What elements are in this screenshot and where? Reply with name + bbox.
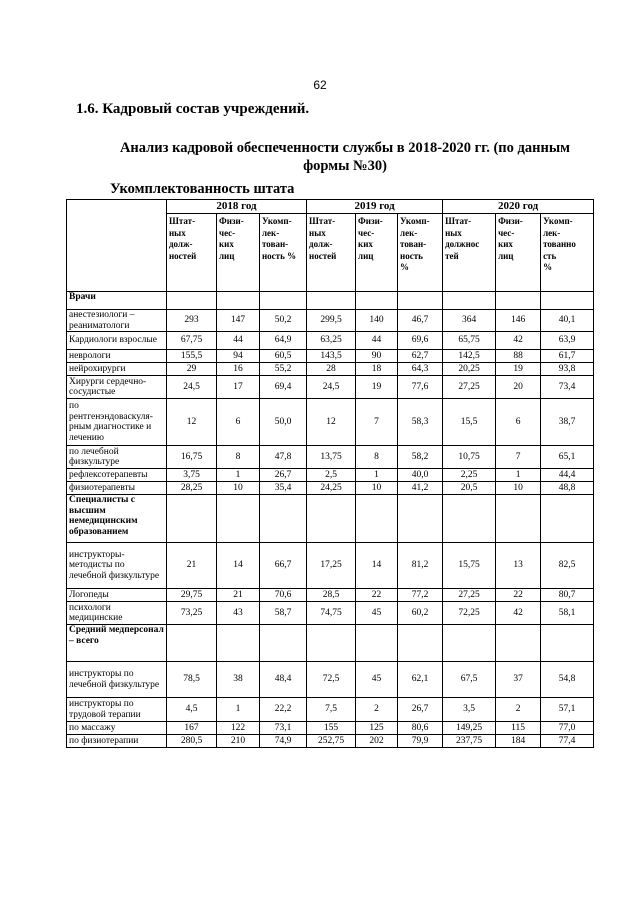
column-subheader: Штат- ных долж- ностей [307,214,356,292]
table-cell: 125 [356,722,398,735]
table-cell [217,495,260,543]
column-subheader: Укомп- лек- тован- ность % [398,214,443,292]
table-cell: 67,5 [443,662,496,698]
table-cell [307,625,356,662]
table-cell: 202 [356,735,398,748]
section-title: 1.6. Кадровый состав учреждений. [76,101,310,117]
row-label: инструкторы по трудовой терапии [67,698,167,722]
table-cell [307,292,356,310]
table-cell: 252,75 [307,735,356,748]
table-cell: 62,1 [398,662,443,698]
table-cell [443,495,496,543]
table-cell: 69,4 [260,376,307,399]
staffing-table [66,199,594,748]
table-cell: 70,6 [260,589,307,602]
table-cell: 45 [356,602,398,625]
table-cell: 10 [356,482,398,495]
table-body [67,292,594,748]
year-header: 2020 год [443,200,594,214]
table-row [67,332,594,350]
table-cell: 63,9 [541,332,594,350]
table-cell: 62,7 [398,350,443,363]
year-header: 2018 год [167,200,307,214]
table-cell: 15,5 [443,399,496,446]
table-cell [443,625,496,662]
row-label: неврологи [67,350,167,363]
table-cell: 38,7 [541,399,594,446]
table-cell: 50,0 [260,399,307,446]
table-cell: 155 [307,722,356,735]
table-cell: 12 [167,399,217,446]
table-cell: 88 [496,350,541,363]
table-cell: 40,1 [541,310,594,332]
table-cell: 12 [307,399,356,446]
table-row [67,310,594,332]
table-cell: 1 [217,698,260,722]
table-cell: 42 [496,602,541,625]
table-cell: 55,2 [260,363,307,376]
table-cell: 27,25 [443,589,496,602]
table-cell: 78,5 [167,662,217,698]
table-cell: 73,25 [167,602,217,625]
column-subheader: Штат- ных долж- ностей [167,214,217,292]
column-subheader: Физи- чес- ких лиц [356,214,398,292]
row-label: Хирурги сердечно-сосудистые [67,376,167,399]
table-cell: 14 [217,543,260,589]
table-cell: 299,5 [307,310,356,332]
table-cell: 63,25 [307,332,356,350]
table-cell: 90 [356,350,398,363]
table-cell: 66,7 [260,543,307,589]
table-cell: 44,4 [541,469,594,482]
table-cell: 237,75 [443,735,496,748]
table-cell: 94 [217,350,260,363]
table-heading: Анализ кадровой обеспеченности службы в 2018-2020 гг. (по данным формы №30) [119,140,571,174]
table-cell: 64,3 [398,363,443,376]
table-cell: 65,75 [443,332,496,350]
table-cell: 4,5 [167,698,217,722]
table-cell: 142,5 [443,350,496,363]
row-label: Кардиологи взрослые [67,332,167,350]
row-label: инструкторы-методисты по лечебной физкультуре [67,543,167,589]
table-cell: 149,25 [443,722,496,735]
table-cell: 64,9 [260,332,307,350]
table-row [67,363,594,376]
category-row [67,292,594,310]
table-cell [217,292,260,310]
table-cell: 21 [167,543,217,589]
table-cell: 6 [217,399,260,446]
table-cell: 28,25 [167,482,217,495]
table-cell: 26,7 [260,469,307,482]
table-cell: 2 [356,698,398,722]
table-row [67,350,594,363]
table-cell: 22 [356,589,398,602]
year-header-row [67,200,594,214]
table-cell: 15,75 [443,543,496,589]
table-cell [398,292,443,310]
table-cell: 48,4 [260,662,307,698]
table-cell: 16 [217,363,260,376]
column-subheader: Физи- чес- ких лиц [217,214,260,292]
table-row [67,662,594,698]
row-label: инструкторы по лечебной физкультуре [67,662,167,698]
year-header: 2019 год [307,200,443,214]
row-label: по физиотерапии [67,735,167,748]
table-cell: 7 [496,446,541,469]
table-cell: 17,25 [307,543,356,589]
table-cell: 80,7 [541,589,594,602]
table-row [67,722,594,735]
table-cell: 140 [356,310,398,332]
table-cell: 77,6 [398,376,443,399]
table-cell: 38 [217,662,260,698]
table-cell [356,292,398,310]
table-cell: 48,8 [541,482,594,495]
table-cell [167,625,217,662]
category-label: Специалисты с высшим немедицинским образованием [67,495,167,543]
table-cell: 20 [496,376,541,399]
category-label: Средний медперсонал – всего [67,625,167,662]
row-label-header [67,200,167,292]
table-cell: 80,6 [398,722,443,735]
table-cell: 43 [217,602,260,625]
table-cell: 45 [356,662,398,698]
table-cell: 10,75 [443,446,496,469]
table-cell [260,625,307,662]
table-cell: 67,75 [167,332,217,350]
table-cell [260,292,307,310]
table-cell: 81,2 [398,543,443,589]
row-label: рефлексотерапевты [67,469,167,482]
table-cell: 167 [167,722,217,735]
table-cell: 13 [496,543,541,589]
table-cell: 122 [217,722,260,735]
table-cell [217,625,260,662]
table-cell: 77,0 [541,722,594,735]
table-cell [356,625,398,662]
table-cell [398,625,443,662]
table-row [67,469,594,482]
table-cell: 29 [167,363,217,376]
table-cell: 17 [217,376,260,399]
table-cell [541,625,594,662]
table-cell: 8 [356,446,398,469]
table-cell [496,495,541,543]
table-cell: 72,25 [443,602,496,625]
table-cell: 293 [167,310,217,332]
table-row [67,735,594,748]
table-cell: 10 [496,482,541,495]
table-cell: 19 [356,376,398,399]
table-cell: 72,5 [307,662,356,698]
table-row [67,376,594,399]
table-cell: 10 [217,482,260,495]
table-cell: 28 [307,363,356,376]
table-cell [496,292,541,310]
table-cell [167,495,217,543]
table-cell: 3,5 [443,698,496,722]
table-cell: 7,5 [307,698,356,722]
row-label: анестезиологи – реаниматологи [67,310,167,332]
table-row [67,446,594,469]
row-label: по массажу [67,722,167,735]
table-cell: 37 [496,662,541,698]
table-cell: 44 [217,332,260,350]
table-cell: 3,75 [167,469,217,482]
table-cell: 13,75 [307,446,356,469]
table-row [67,602,594,625]
column-subheader: Штат- ных должнос тей [443,214,496,292]
table-cell: 19 [496,363,541,376]
table-cell: 77,2 [398,589,443,602]
row-label: физиотерапевты [67,482,167,495]
table-cell: 21 [217,589,260,602]
column-subheader: Укомп- лек- тован- ность % [260,214,307,292]
table-cell: 2,25 [443,469,496,482]
table-cell: 115 [496,722,541,735]
table-cell: 58,3 [398,399,443,446]
table-cell: 2 [496,698,541,722]
table-cell: 74,9 [260,735,307,748]
table-cell: 20,5 [443,482,496,495]
table-cell [398,495,443,543]
row-label: Логопеды [67,589,167,602]
table-cell: 14 [356,543,398,589]
table-cell: 58,1 [541,602,594,625]
page-number: 62 [313,78,327,92]
table-cell: 73,1 [260,722,307,735]
table-row [67,698,594,722]
table-cell: 24,25 [307,482,356,495]
category-row [67,625,594,662]
table-cell: 40,0 [398,469,443,482]
table-row [67,399,594,446]
table-cell: 50,2 [260,310,307,332]
table-cell [541,495,594,543]
table-cell: 18 [356,363,398,376]
table-cell: 147 [217,310,260,332]
table-cell: 143,5 [307,350,356,363]
table-cell: 364 [443,310,496,332]
row-label: психологи медицинские [67,602,167,625]
table-cell: 22,2 [260,698,307,722]
table-cell: 58,7 [260,602,307,625]
table-cell: 184 [496,735,541,748]
table-cell: 8 [217,446,260,469]
table-cell: 61,7 [541,350,594,363]
table-cell: 69,6 [398,332,443,350]
table-cell: 16,75 [167,446,217,469]
table-row [67,589,594,602]
table-cell: 57,1 [541,698,594,722]
table-cell: 24,5 [307,376,356,399]
table-subheading: Укомплектованность штата [110,181,295,197]
table-cell [356,495,398,543]
table-cell: 73,4 [541,376,594,399]
category-row [67,495,594,543]
table-cell: 60,2 [398,602,443,625]
column-subheader: Укомп- лек- тованно сть % [541,214,594,292]
table-cell: 1 [496,469,541,482]
table-cell: 47,8 [260,446,307,469]
table-cell: 28,5 [307,589,356,602]
table-cell: 1 [217,469,260,482]
table-cell: 7 [356,399,398,446]
table-cell: 26,7 [398,698,443,722]
table-cell [541,292,594,310]
row-label: по рентгенэндоваскуля-рным диагностике и лечению [67,399,167,446]
table-row [67,543,594,589]
table-cell: 74,75 [307,602,356,625]
table-cell: 44 [356,332,398,350]
table-cell [167,292,217,310]
table-cell: 155,5 [167,350,217,363]
table-cell: 93,8 [541,363,594,376]
table-cell: 58,2 [398,446,443,469]
table-cell: 82,5 [541,543,594,589]
table-cell: 77,4 [541,735,594,748]
table-cell [496,625,541,662]
table-cell: 46,7 [398,310,443,332]
row-label: по лечебной физкультуре [67,446,167,469]
table-cell: 2,5 [307,469,356,482]
table-cell: 29,75 [167,589,217,602]
column-subheader: Физи- чес- ких лиц [496,214,541,292]
category-label: Врачи [67,292,167,310]
table-cell: 54,8 [541,662,594,698]
table-cell: 41,2 [398,482,443,495]
table-row [67,482,594,495]
table-cell: 79,9 [398,735,443,748]
table-cell [443,292,496,310]
table-cell [260,495,307,543]
table-cell: 210 [217,735,260,748]
table-cell: 146 [496,310,541,332]
table-cell: 24,5 [167,376,217,399]
table-cell: 60,5 [260,350,307,363]
row-label: нейрохирурги [67,363,167,376]
table-cell: 27,25 [443,376,496,399]
table-cell [307,495,356,543]
table-cell: 280,5 [167,735,217,748]
table-cell: 1 [356,469,398,482]
table-cell: 22 [496,589,541,602]
table-cell: 20,25 [443,363,496,376]
table-cell: 42 [496,332,541,350]
table-cell: 6 [496,399,541,446]
table-cell: 35,4 [260,482,307,495]
table-cell: 65,1 [541,446,594,469]
